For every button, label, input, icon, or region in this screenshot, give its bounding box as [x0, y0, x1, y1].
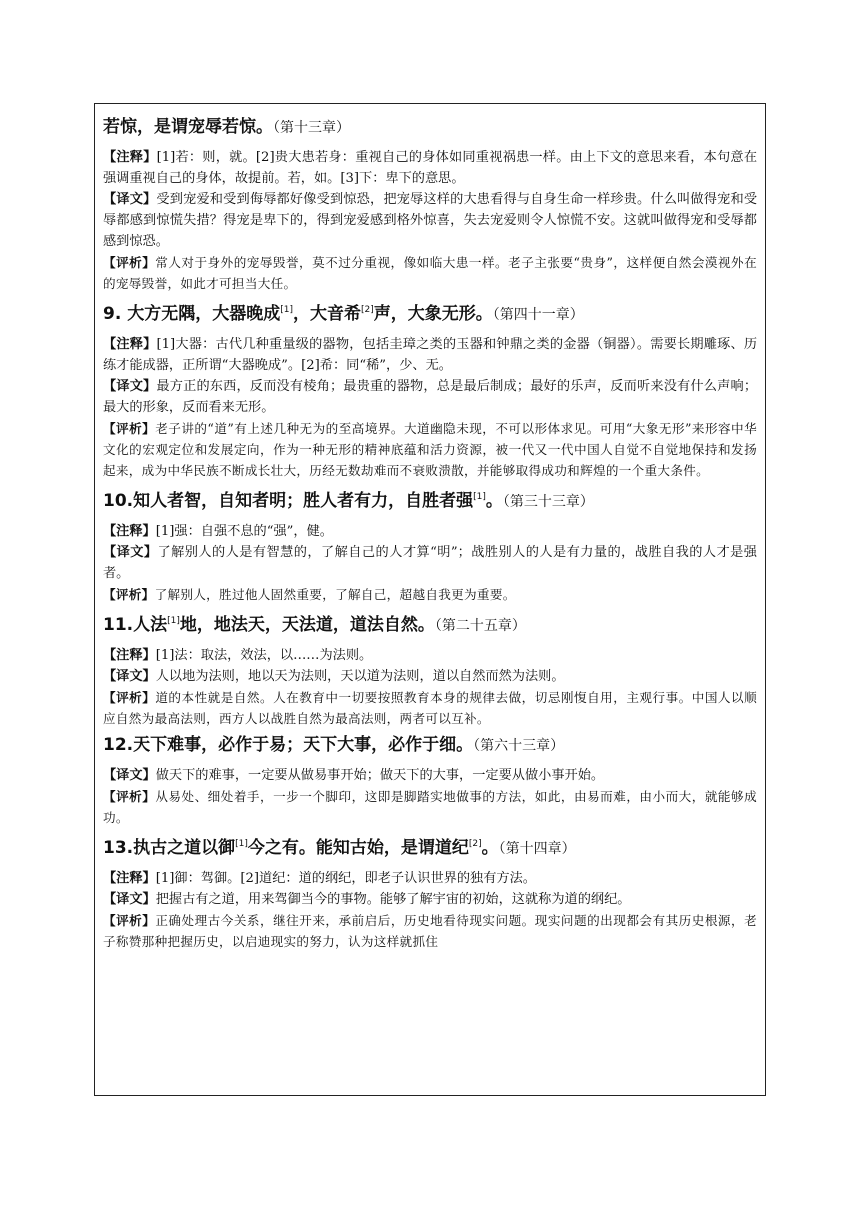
note-paragraph: 【注释】[1]若：则，就。[2]贵大患若身：重视自己的身体如同重视祸患一样。由上下文的意思来看，本句意在强调重视自己的身体，故提前。若，如。[3]下：卑下的意思。 [103, 150, 758, 186]
section-heading: 13.执古之道以御[1]今之有。能知古始，是谓道纪[2]。（第十四章） [103, 838, 576, 858]
chapter-ref: （第二十五章） [434, 618, 526, 634]
section-heading: 9. 大方无隅，大器晚成[1]，大音希[2]声，大象无形。（第四十一章） [103, 304, 584, 324]
chapter-ref: （第十四章） [498, 841, 576, 857]
comment-paragraph: 【评析】道的本性就是自然。人在教育中一切要按照教育本身的规律去做，切忌刚愎自用，主观行事。中国人以顺应自然为最高法则，西方人以战胜自然为最高法则，两者可以互补。 [103, 690, 757, 726]
chapter-ref: （第十三章） [273, 120, 350, 136]
comment-paragraph: 【评析】从易处、细处着手，一步一个脚印，这即是脚踏实地做事的方法，如此，由易而难，由小而大，就能够成功。 [103, 789, 757, 825]
content-frame [94, 103, 766, 1096]
translation-paragraph: 【译文】做天下的难事，一定要从做易事开始；做天下的大事，一定要从做小事开始。 [103, 768, 605, 783]
translation-paragraph: 【译文】把握古有之道，用来驾御当今的事物。能够了解宇宙的初始，这就称为道的纲纪。 [103, 892, 631, 907]
chapter-ref: （第六十三章） [473, 738, 565, 754]
chapter-ref: （第三十三章） [502, 494, 594, 510]
translation-paragraph: 【译文】了解别人的人是有智慧的，了解自己的人才算“明”；战胜别人的人是有力量的，战胜自我的人才是强者。 [103, 545, 757, 581]
translation-paragraph: 【译文】受到宠爱和受到侮辱都好像受到惊恐，把宠辱这样的大患看得与自身生命一样珍贵。什么叫做得宠和受辱都感到惊慌失措？得宠是卑下的，得到宠爱感到格外惊喜，失去宠爱则令人惊慌不安。这就叫做得宠和受辱都感到惊恐。 [103, 192, 758, 249]
comment-paragraph: 【评析】正确处理古今关系，继往开来，承前启后，历史地看待现实问题。现实问题的出现都会有其历史根源，老子称赞那种把握历史，以启迪现实的努力，认为这样就抓住 [103, 913, 757, 949]
comment-paragraph: 【评析】老子讲的“道”有上述几种无为的至高境界。大道幽隐未现，不可以形体求见。可用“大象无形”来形容中华文化的宏观定位和发展定向，作为一种无形的精神底蕴和活力资源，被一代又一代中国人自觉不自觉地保持和发扬起来，成为中华民族不断成长壮大，历经无数劫难而不衰败溃散，并能够取得成功和辉煌的一个重大条件。 [103, 421, 757, 478]
section-heading: 若惊，是谓宠辱若惊。（第十三章） [103, 117, 350, 137]
comment-paragraph: 【评析】常人对于身外的宠辱毁誉，莫不过分重视，像如临大患一样。老子主张要“贵身”，这样便自然会漠视外在的宠辱毁誉，如此才可担当大任。 [103, 255, 757, 291]
translation-paragraph: 【译文】最方正的东西，反而没有棱角；最贵重的器物，总是最后制成；最好的乐声，反而听来没有什么声响；最大的形象，反而看来无形。 [103, 379, 758, 415]
translation-paragraph: 【译文】人以地为法则，地以天为法则，天以道为法则，道以自然而然为法则。 [103, 669, 565, 684]
note-paragraph: 【注释】[1]法：取法，效法，以……为法则。 [103, 648, 373, 663]
note-paragraph: 【注释】[1]御：驾御。[2]道纪：道的纲纪，即老子认识世界的独有方法。 [103, 871, 536, 886]
note-paragraph: 【注释】[1]大器：古代几种重量级的器物，包括圭璋之类的玉器和钟鼎之类的金器（铜器）。需要长期雕琢、历练才能成器，正所谓“大器晚成”。[2]希：同“稀”，少、无。 [103, 337, 758, 373]
section-heading: 11.人法[1]地，地法天，天法道，道法自然。（第二十五章） [103, 615, 526, 635]
chapter-ref: （第四十一章） [492, 307, 584, 323]
note-paragraph: 【注释】[1]强：自强不息的“强”，健。 [103, 524, 333, 539]
section-heading: 12.天下难事，必作于易；天下大事，必作于细。（第六十三章） [103, 735, 565, 755]
section-heading: 10.知人者智，自知者明；胜人者有力，自胜者强[1]。（第三十三章） [103, 491, 594, 511]
comment-paragraph: 【评析】了解别人，胜过他人固然重要，了解自己，超越自我更为重要。 [103, 587, 516, 602]
